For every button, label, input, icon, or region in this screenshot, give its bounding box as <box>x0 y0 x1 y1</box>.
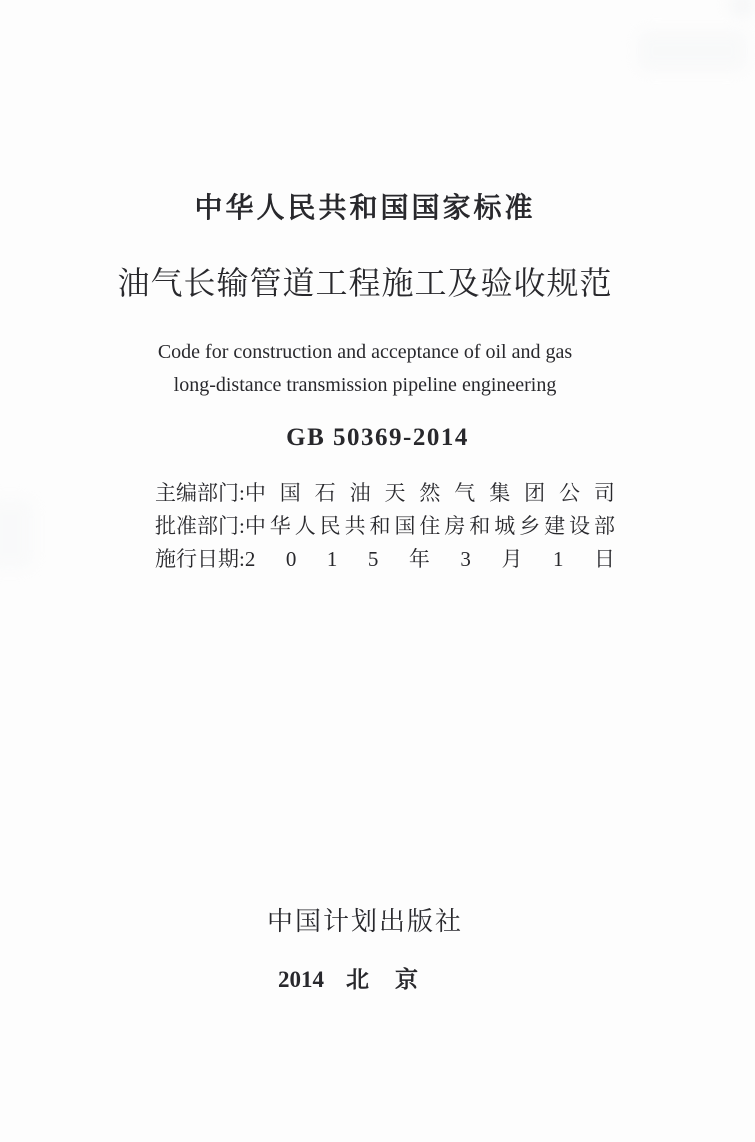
scan-artifact <box>729 0 755 18</box>
document-subtitle-english <box>0 336 730 402</box>
subtitle-line-2: long-distance transmission pipeline engineering <box>173 374 557 396</box>
chief-editor-department-row <box>155 477 615 510</box>
standard-number: GB 50369-2014 <box>286 424 469 451</box>
publisher-name: 中国计划出版社 <box>266 907 463 936</box>
chief-editor-department-value: 中 国 石 油 天 然 气 集 团 公 司 <box>244 481 615 505</box>
effective-date-label: 施行日期: <box>155 547 245 571</box>
imprint-line <box>0 961 713 994</box>
approval-department-value: 中 华 人 民 共 和 国 住 房 和 城 乡 建 设 部 <box>244 514 615 538</box>
department-info-block <box>155 477 615 576</box>
approval-department-row <box>155 510 615 543</box>
scan-artifact <box>637 30 747 72</box>
effective-date-row <box>155 543 615 576</box>
effective-date-value: 2 0 1 5 年 3 月 1 日 <box>244 547 615 571</box>
document-title: 油气长输管道工程施工及验收规范 <box>117 265 613 301</box>
subtitle-line-1: Code for construction and acceptance of oil and gas <box>157 341 573 363</box>
chief-editor-department-label: 主编部门: <box>155 481 245 505</box>
scan-artifact <box>0 498 34 570</box>
standard-category-heading: 中华人民共和国国家标准 <box>194 192 536 223</box>
imprint-city: 北 京 <box>346 967 418 992</box>
imprint-year: 2014 <box>278 967 324 992</box>
approval-department-label: 批准部门: <box>155 514 245 538</box>
